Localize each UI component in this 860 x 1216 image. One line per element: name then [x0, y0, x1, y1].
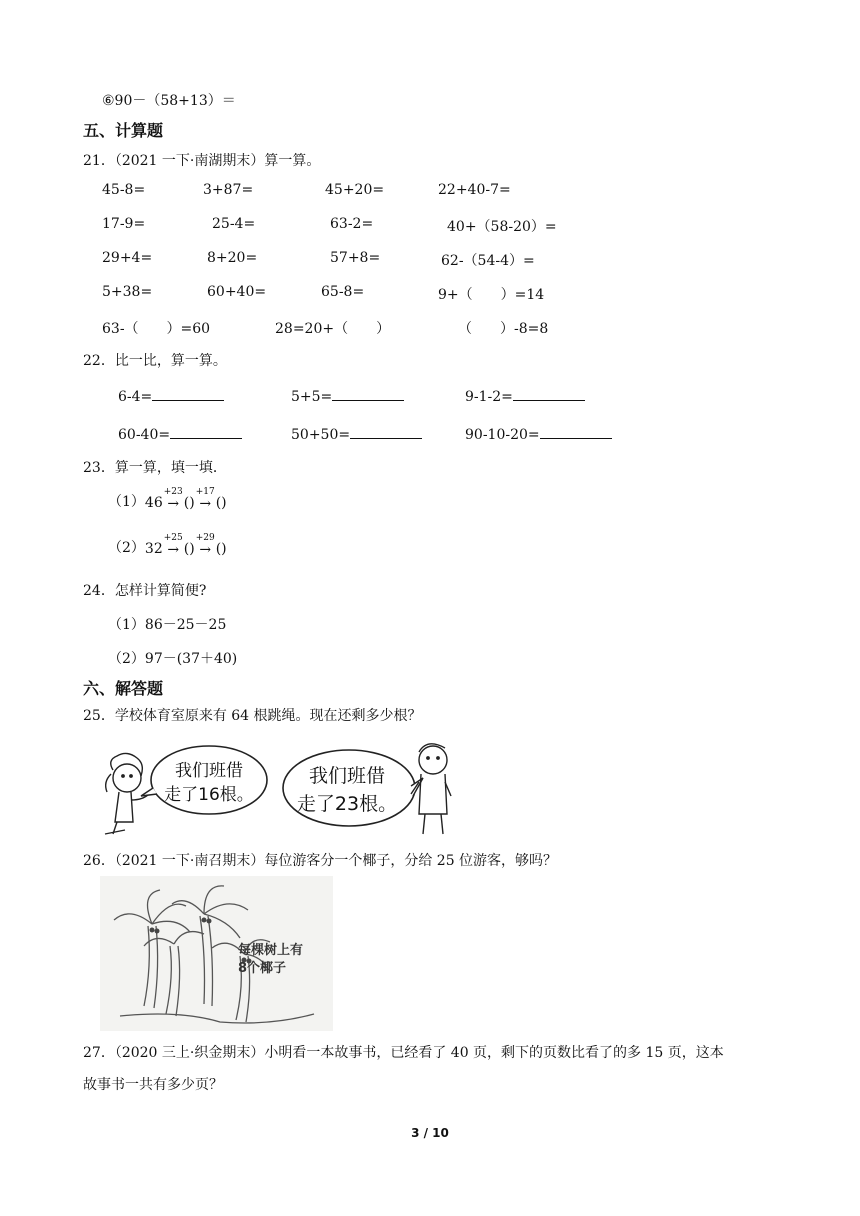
answer-blank[interactable]: [152, 386, 224, 401]
answer-blank[interactable]: [540, 424, 612, 439]
q21-cell: 5+38=: [102, 284, 153, 300]
tree-note-line-2: 8个椰子: [238, 961, 287, 976]
q21-cell: （ ）-8=8: [458, 321, 549, 337]
q21-cell: 17-9=: [102, 216, 146, 232]
bubble-left-line-1: 我们班借: [175, 761, 243, 781]
q23-chain-2: [108, 534, 227, 557]
q21-cell: 57+8=: [330, 250, 381, 266]
coconut-tree-illustration: [100, 876, 333, 1031]
jump-rope-illustration: [97, 730, 453, 838]
q25-title: 25．学校体育室原来有 64 根跳绳。现在还剩多少根？: [83, 708, 422, 724]
kids-speech-illustration: [97, 730, 453, 838]
answer-blank[interactable]: [332, 386, 404, 401]
q23-chain-1: [108, 488, 227, 511]
bubble-right-line-2: 走了23根。: [296, 793, 398, 815]
q21-cell: 29+4=: [102, 250, 153, 266]
chain-blank[interactable]: (): [183, 541, 195, 557]
q22-item: 50+50=: [291, 424, 422, 443]
q22-item: 9-1-2=: [465, 386, 585, 405]
chain-label: （2）: [108, 540, 145, 556]
bubble-right-line-1: 我们班借: [308, 765, 386, 787]
q27-line-1: 27．（2020 三上·织金期末）小明看一本故事书，已经看了 40 页，剩下的页数比看了的多 15 页，这本: [83, 1045, 724, 1061]
q21-cell: 45+20=: [325, 182, 385, 198]
chain-blank[interactable]: (): [215, 541, 227, 557]
problem-6-item: ⑥90－（58+13）＝: [102, 93, 236, 109]
q21-cell: 28=20+（ ）: [275, 321, 391, 337]
q24-title: 24．怎样计算简便?: [83, 583, 207, 599]
q21-cell: 40+（58-20）=: [447, 219, 557, 235]
arrow-icon: →: [167, 542, 180, 558]
q21-cell: 22+40-7=: [438, 182, 511, 198]
chain-op: +25: [163, 533, 183, 543]
chain-blank[interactable]: (): [183, 495, 195, 511]
q24-item: （1）86－25－25: [108, 617, 227, 633]
section-5-heading: 五、计算题: [83, 121, 164, 140]
q21-cell: 62-（54-4）=: [441, 253, 535, 269]
chain-op: +17: [195, 487, 215, 497]
q22-item: 5+5=: [291, 386, 404, 405]
answer-blank[interactable]: [350, 424, 422, 439]
q27-line-2: 故事书一共有多少页？: [83, 1077, 223, 1093]
arrow-icon: →: [199, 542, 212, 558]
q21-cell: 45-8=: [102, 182, 146, 198]
chain-start: 32: [144, 541, 163, 557]
q26-title: 26．（2021 一下·南召期末）每位游客分一个椰子，分给 25 位游客，够吗？: [83, 853, 558, 869]
answer-blank[interactable]: [170, 424, 242, 439]
q21-cell: 25-4=: [212, 216, 256, 232]
q23-title: 23．算一算，填一填．: [83, 460, 227, 476]
chain-op: +23: [163, 487, 183, 497]
page-number: 3 / 10: [411, 1126, 449, 1140]
palm-trees-drawing: [100, 876, 333, 1031]
q21-cell: 63-（ ）=60: [102, 321, 211, 337]
q21-cell: 65-8=: [321, 284, 365, 300]
q21-cell: 9+（ ）=14: [438, 287, 545, 303]
q21-cell: 3+87=: [203, 182, 254, 198]
q21-cell: 60+40=: [207, 284, 267, 300]
bubble-left-line-2: 走了16根。: [164, 785, 254, 805]
chain-label: （1）: [108, 494, 145, 510]
q22-item: 90-10-20=: [465, 424, 612, 443]
q21-cell: 63-2=: [330, 216, 374, 232]
q22-item: 60-40=: [118, 424, 242, 443]
q22-item: 6-4=: [118, 386, 224, 405]
q22-title: 22．比一比，算一算。: [83, 353, 227, 369]
arrow-icon: →: [167, 496, 180, 512]
answer-blank[interactable]: [513, 386, 585, 401]
q24-item: （2）97－(37＋40): [108, 651, 238, 667]
q21-title: 21．（2021 一下·南湖期末）算一算。: [83, 153, 321, 169]
arrow-icon: →: [199, 496, 212, 512]
q21-cell: 8+20=: [207, 250, 258, 266]
section-6-heading: 六、解答题: [83, 679, 164, 698]
chain-blank[interactable]: (): [215, 495, 227, 511]
chain-op: +29: [195, 533, 215, 543]
chain-start: 46: [144, 495, 163, 511]
tree-note-line-1: 每棵树上有: [238, 943, 304, 958]
